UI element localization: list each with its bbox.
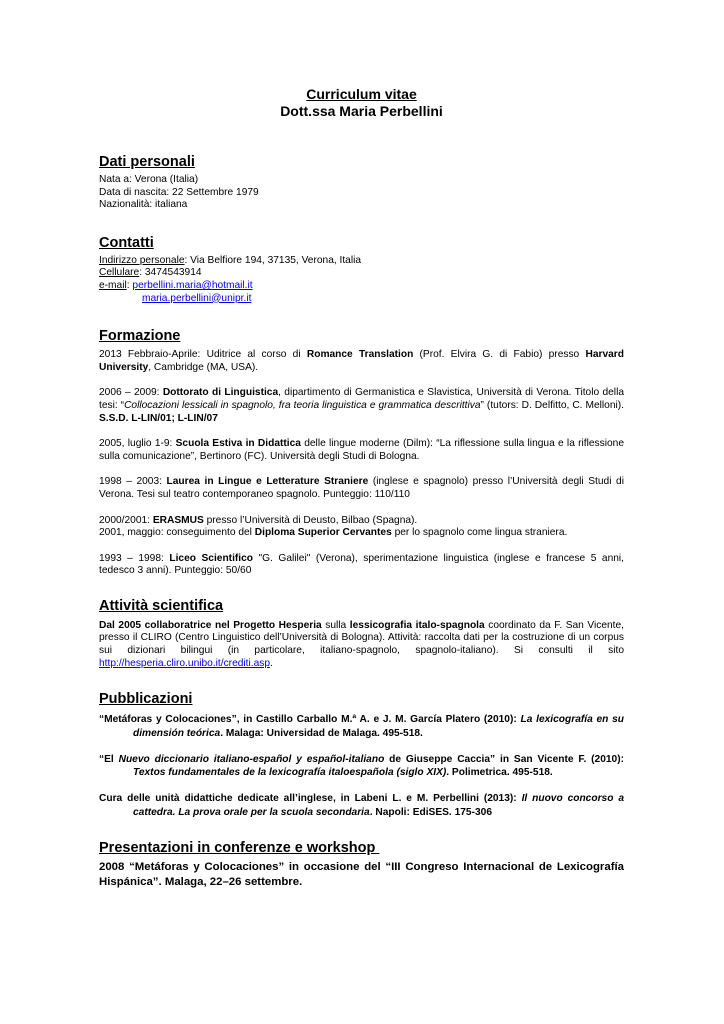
entry-text: coordinato da F. San Vicente, presso il CLIRO (Centro Linguistico dell’Università di Bologna). Attività: raccolta dati per la costruzione di un corpus sui dizionari bilingui (in particolare, italiano-spagnolo, spagnolo-italiano). Si consulti il sito <box>99 619 625 657</box>
education-entry-dottorato <box>99 387 624 425</box>
publication-2 <box>99 753 624 780</box>
entry-bold: Liceo Scientifico <box>169 552 254 564</box>
thesis-title: Collocazioni lessicali in spagnolo, fra teoria linguistica e grammatica descrittiva <box>124 399 481 411</box>
education-entry-laurea <box>99 476 624 501</box>
address-line <box>99 255 624 268</box>
pub-title: La lexicografía en su dimensión teórica <box>133 714 625 739</box>
entry-bold: Dottorato di Linguistica <box>162 387 279 399</box>
entry-bold: S.S.D. L-LIN/01; L-LIN/07 <box>99 412 218 424</box>
entry-text: . <box>270 657 273 669</box>
entry-bold: Harvard University <box>99 349 624 373</box>
pub-text: Cura delle unità didattiche dedicate all’inglese, in Labeni L. e M. Perbellini (2013): <box>99 793 522 805</box>
erasmus-line <box>99 515 624 528</box>
cv-page <box>99 86 624 889</box>
entry-text: per lo spagnolo come lingua straniera. <box>391 527 568 539</box>
address-label: Indirizzo personale <box>99 254 185 266</box>
entry-text: 1998 – 2003: <box>99 476 167 488</box>
birthplace: Nata a: Verona (Italia) <box>99 174 199 185</box>
education-entry-liceo <box>99 553 624 578</box>
entry-text: 2005, luglio 1-9: <box>99 438 176 450</box>
section-heading-attivita: Attività scientifica <box>99 597 224 614</box>
pub-text: . Napoli: EdiSES. 175-306 <box>369 806 492 818</box>
birthdate: Data di nascita: 22 Settembre 1979 <box>99 186 259 198</box>
pub-title: Textos fundamentales de la lexicografía italoespañola (siglo XIX) <box>133 767 447 779</box>
entry-text: ” (tutors: D. Delfitto, C. Melloni). <box>480 399 624 411</box>
nationality: Nazionalità: italiana <box>99 199 188 211</box>
entry-text: 2006 – 2009: <box>99 387 163 399</box>
personal-data <box>99 174 624 212</box>
publication-1 <box>99 713 624 740</box>
pub-title: Il nuovo concorso a cattedra. La prova orale per la scuola secondaria <box>133 793 624 818</box>
entry-text: (Prof. Elvira G. di Fabio) presso <box>413 349 586 361</box>
entry-text: sulla <box>321 619 350 631</box>
entry-text: presso l’Università di Deusto, Bilbao (Spagna). <box>203 514 418 526</box>
entry-bold: Diploma Superior Cervantes <box>254 527 392 539</box>
entry-bold: lessicografia italo-spagnola <box>349 619 485 631</box>
section-heading-dati: Dati personali <box>99 154 195 170</box>
entry-text: , dipartimento di Germanistica e Slavistica, Università di Verona. Titolo della tesi: “ <box>99 387 624 411</box>
address-value: : Via Belfiore 194, 37135, Verona, Italia <box>184 254 362 266</box>
pub-text: . Malaga: Universidad de Malaga. 495-518. <box>220 727 423 739</box>
phone-label: Cellulare <box>99 267 140 279</box>
email-link-2[interactable]: maria.perbellini@unipr.it <box>142 292 252 304</box>
email-line <box>99 280 624 293</box>
pub-text: de Giuseppe Caccia” in San Vicente F. (2010): <box>384 753 624 765</box>
entry-text: (inglese e spagnolo) presso l’Università degli Studi di Verona. Tesi sul teatro contemporaneo spagnolo. Punteggio: 110/110 <box>99 476 624 500</box>
education-entry-harvard <box>99 349 624 374</box>
pub-title: Nuevo diccionario italiano-español y español-italiano <box>118 753 385 765</box>
entry-bold: Dal 2005 collaboratrice nel Progetto Hesperia <box>99 619 322 631</box>
phone-value: : 3474543914 <box>139 267 202 279</box>
email-link-1[interactable]: perbellini.maria@hotmail.it <box>132 279 253 291</box>
entry-bold: Laurea in Lingue e Letterature Straniere <box>166 476 369 488</box>
email-separator: : <box>126 279 133 291</box>
section-heading-formazione: Formazione <box>99 328 181 345</box>
phone-line <box>99 267 624 280</box>
presentation-1: 2008 “Metáforas y Colocaciones” in occasione del “III Congreso Internacional de Lexicografía Hispánica”. Malaga, 22–26 settembre. <box>99 861 624 888</box>
entry-text: 1993 – 1998: <box>99 552 170 564</box>
research-activity <box>99 620 624 670</box>
entry-text: 2000/2001: <box>99 514 153 526</box>
email-label: e-mail <box>99 279 127 291</box>
entry-text: "G. Galilei" (Verona), sperimentazione linguistica (inglese e francese 5 anni, tedesco 3 anni). Punteggio: 50/60 <box>99 552 624 577</box>
title-line-2: Dott.ssa Maria Perbellini <box>280 103 443 119</box>
hesperia-link[interactable]: http://hesperia.cliro.unibo.it/crediti.asp <box>99 657 271 669</box>
title-line-1: Curriculum vitae <box>306 86 417 102</box>
education-entry-erasmus <box>99 515 624 540</box>
entry-bold: Scuola Estiva in Didattica <box>175 438 301 450</box>
entry-bold: ERASMUS <box>152 514 204 526</box>
pub-text: . Polimetrica. 495-518. <box>446 767 553 779</box>
email-line-2 <box>99 293 624 306</box>
section-heading-presentazioni: Presentazioni in conferenze e workshop <box>99 840 380 857</box>
publication-3 <box>99 792 624 819</box>
section-heading-contatti: Contatti <box>99 234 154 251</box>
document-title <box>99 86 624 120</box>
pub-text: “Metáforas y Colocaciones”, in Castillo Carballo M.ª A. e J. M. García Platero (2010): <box>99 714 521 726</box>
pub-text: “El <box>99 753 119 765</box>
entry-text: , Cambridge (MA, USA). <box>148 361 259 373</box>
entry-text: delle lingue moderne (Dilm): “La riflessione sulla lingua e la riflessione sulla comunicazione”, Bertinoro (FC). Università degli Studi di Bologna. <box>99 438 624 462</box>
contacts <box>99 255 624 305</box>
education-entry-scuola-estiva <box>99 438 624 463</box>
entry-text: 2001, maggio: conseguimento del <box>99 527 255 539</box>
entry-bold: Romance Translation <box>306 349 414 361</box>
entry-text: 2013 Febbraio-Aprile: Uditrice al corso di <box>99 349 307 361</box>
cervantes-line <box>99 527 624 540</box>
section-heading-pubblicazioni: Pubblicazioni <box>99 691 193 708</box>
